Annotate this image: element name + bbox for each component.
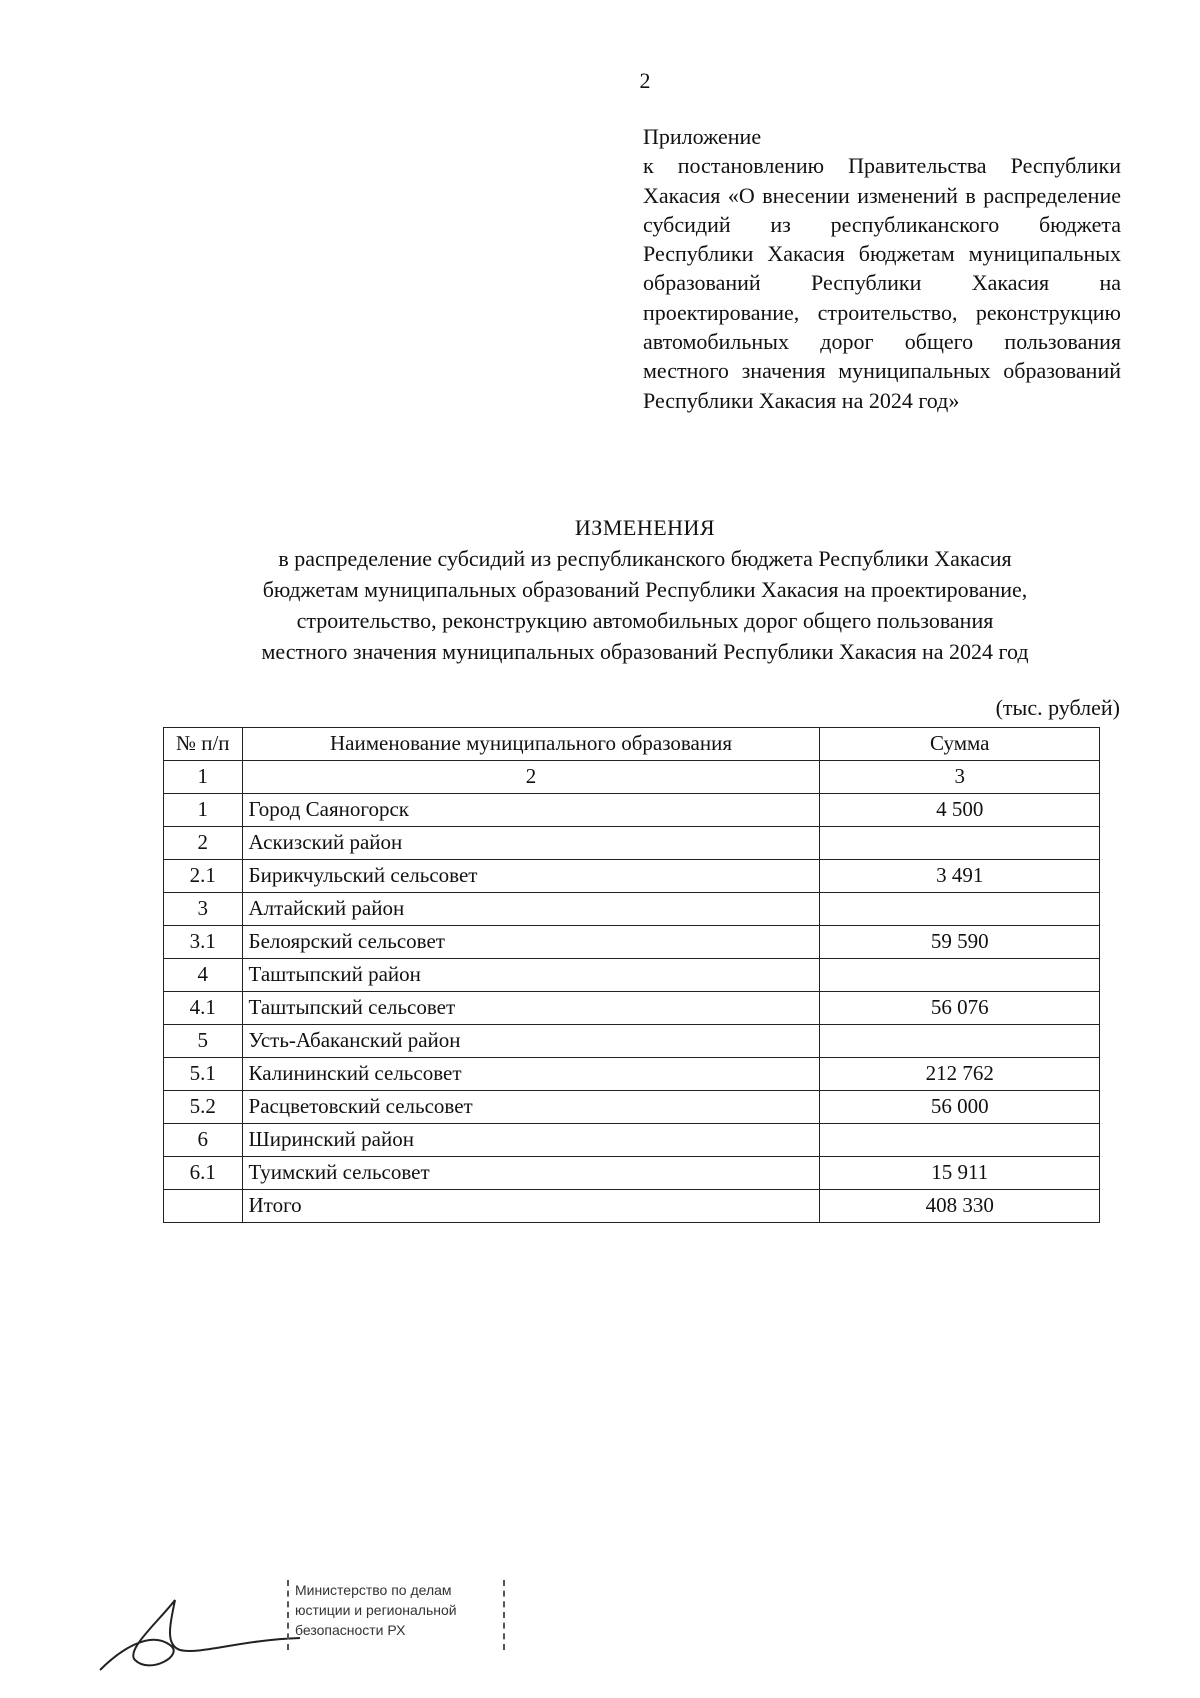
subsidy-table <box>163 727 1100 1223</box>
table-row <box>164 1058 1100 1091</box>
table-header-row <box>164 728 1100 761</box>
row-num: 4.1 <box>164 992 243 1025</box>
row-sum: 4 500 <box>820 794 1100 827</box>
total-label: Итого <box>242 1190 820 1223</box>
table-total-row <box>164 1190 1100 1223</box>
stamp-line-1: Министерство по делам <box>295 1582 452 1598</box>
appendix-text: к постановлению Правительства Республики Хакасия «О внесении изменений в распределение субсидий из республиканского бюджета Республики Хакасия бюджетам муниципальных образований Республики Хакасия на проектирование, строительство, реконструкцию автомобильных дорог общего пользования местного значения муниципальных образований Республики Хакасия на 2024 год» <box>643 153 1121 413</box>
row-sum: 56 076 <box>820 992 1100 1025</box>
row-sum <box>820 959 1100 992</box>
row-num: 2 <box>164 827 243 860</box>
row-sum: 15 911 <box>820 1157 1100 1190</box>
row-sum: 3 491 <box>820 860 1100 893</box>
row-name: Расцветовский сельсовет <box>242 1091 820 1124</box>
table-row <box>164 1124 1100 1157</box>
table-row <box>164 1025 1100 1058</box>
heading-title: ИЗМЕНЕНИЯ <box>574 515 716 540</box>
heading-line-1: в распределение субсидий из республиканского бюджета Республики Хакасия <box>278 546 1012 571</box>
row-sum <box>820 893 1100 926</box>
units-label: (тыс. рублей) <box>995 695 1120 720</box>
table-row <box>164 926 1100 959</box>
row-num: 6.1 <box>164 1157 243 1190</box>
row-sum <box>820 1025 1100 1058</box>
row-num: 6 <box>164 1124 243 1157</box>
column-number-row <box>164 761 1100 794</box>
row-name: Калининский сельсовет <box>242 1058 820 1091</box>
col-number-2: 2 <box>242 761 820 794</box>
header-num: № п/п <box>164 728 243 761</box>
row-name: Ширинский район <box>242 1124 820 1157</box>
heading-line-4: местного значения муниципальных образований Республики Хакасия на 2024 год <box>261 639 1029 664</box>
ministry-stamp <box>287 1580 505 1650</box>
row-name: Аскизский район <box>242 827 820 860</box>
table-row <box>164 860 1100 893</box>
row-name: Город Саяногорск <box>242 794 820 827</box>
row-name: Усть-Абаканский район <box>242 1025 820 1058</box>
col-number-3: 3 <box>820 761 1100 794</box>
heading-line-3: строительство, реконструкцию автомобильных дорог общего пользования <box>296 608 994 633</box>
appendix-title: Приложение <box>643 124 762 149</box>
row-num: 5.2 <box>164 1091 243 1124</box>
document-heading <box>160 512 1130 667</box>
row-sum <box>820 827 1100 860</box>
table-row <box>164 794 1100 827</box>
total-num <box>164 1190 243 1223</box>
row-num: 1 <box>164 794 243 827</box>
row-sum <box>820 1124 1100 1157</box>
table-row <box>164 893 1100 926</box>
row-num: 2.1 <box>164 860 243 893</box>
stamp-line-3: безопасности РХ <box>295 1622 406 1638</box>
row-num: 4 <box>164 959 243 992</box>
stamp-line-2: юстиции и региональной <box>295 1602 457 1618</box>
header-sum: Сумма <box>820 728 1100 761</box>
row-sum: 59 590 <box>820 926 1100 959</box>
row-name: Бирикчульский сельсовет <box>242 860 820 893</box>
table-row <box>164 827 1100 860</box>
table-row <box>164 1091 1100 1124</box>
header-name: Наименование муниципального образования <box>242 728 820 761</box>
row-name: Алтайский район <box>242 893 820 926</box>
row-sum: 212 762 <box>820 1058 1100 1091</box>
appendix-block <box>643 122 1121 415</box>
col-number-1: 1 <box>164 761 243 794</box>
row-num: 3.1 <box>164 926 243 959</box>
total-sum: 408 330 <box>820 1190 1100 1223</box>
table-row <box>164 1157 1100 1190</box>
signature-image <box>90 1590 310 1680</box>
row-num: 5.1 <box>164 1058 243 1091</box>
table-row <box>164 959 1100 992</box>
row-name: Белоярский сельсовет <box>242 926 820 959</box>
row-name: Туимский сельсовет <box>242 1157 820 1190</box>
table-row <box>164 992 1100 1025</box>
row-num: 5 <box>164 1025 243 1058</box>
row-name: Таштыпский район <box>242 959 820 992</box>
row-num: 3 <box>164 893 243 926</box>
heading-line-2: бюджетам муниципальных образований Республики Хакасия на проектирование, <box>262 577 1028 602</box>
row-sum: 56 000 <box>820 1091 1100 1124</box>
page-number: 2 <box>639 68 651 93</box>
row-name: Таштыпский сельсовет <box>242 992 820 1025</box>
